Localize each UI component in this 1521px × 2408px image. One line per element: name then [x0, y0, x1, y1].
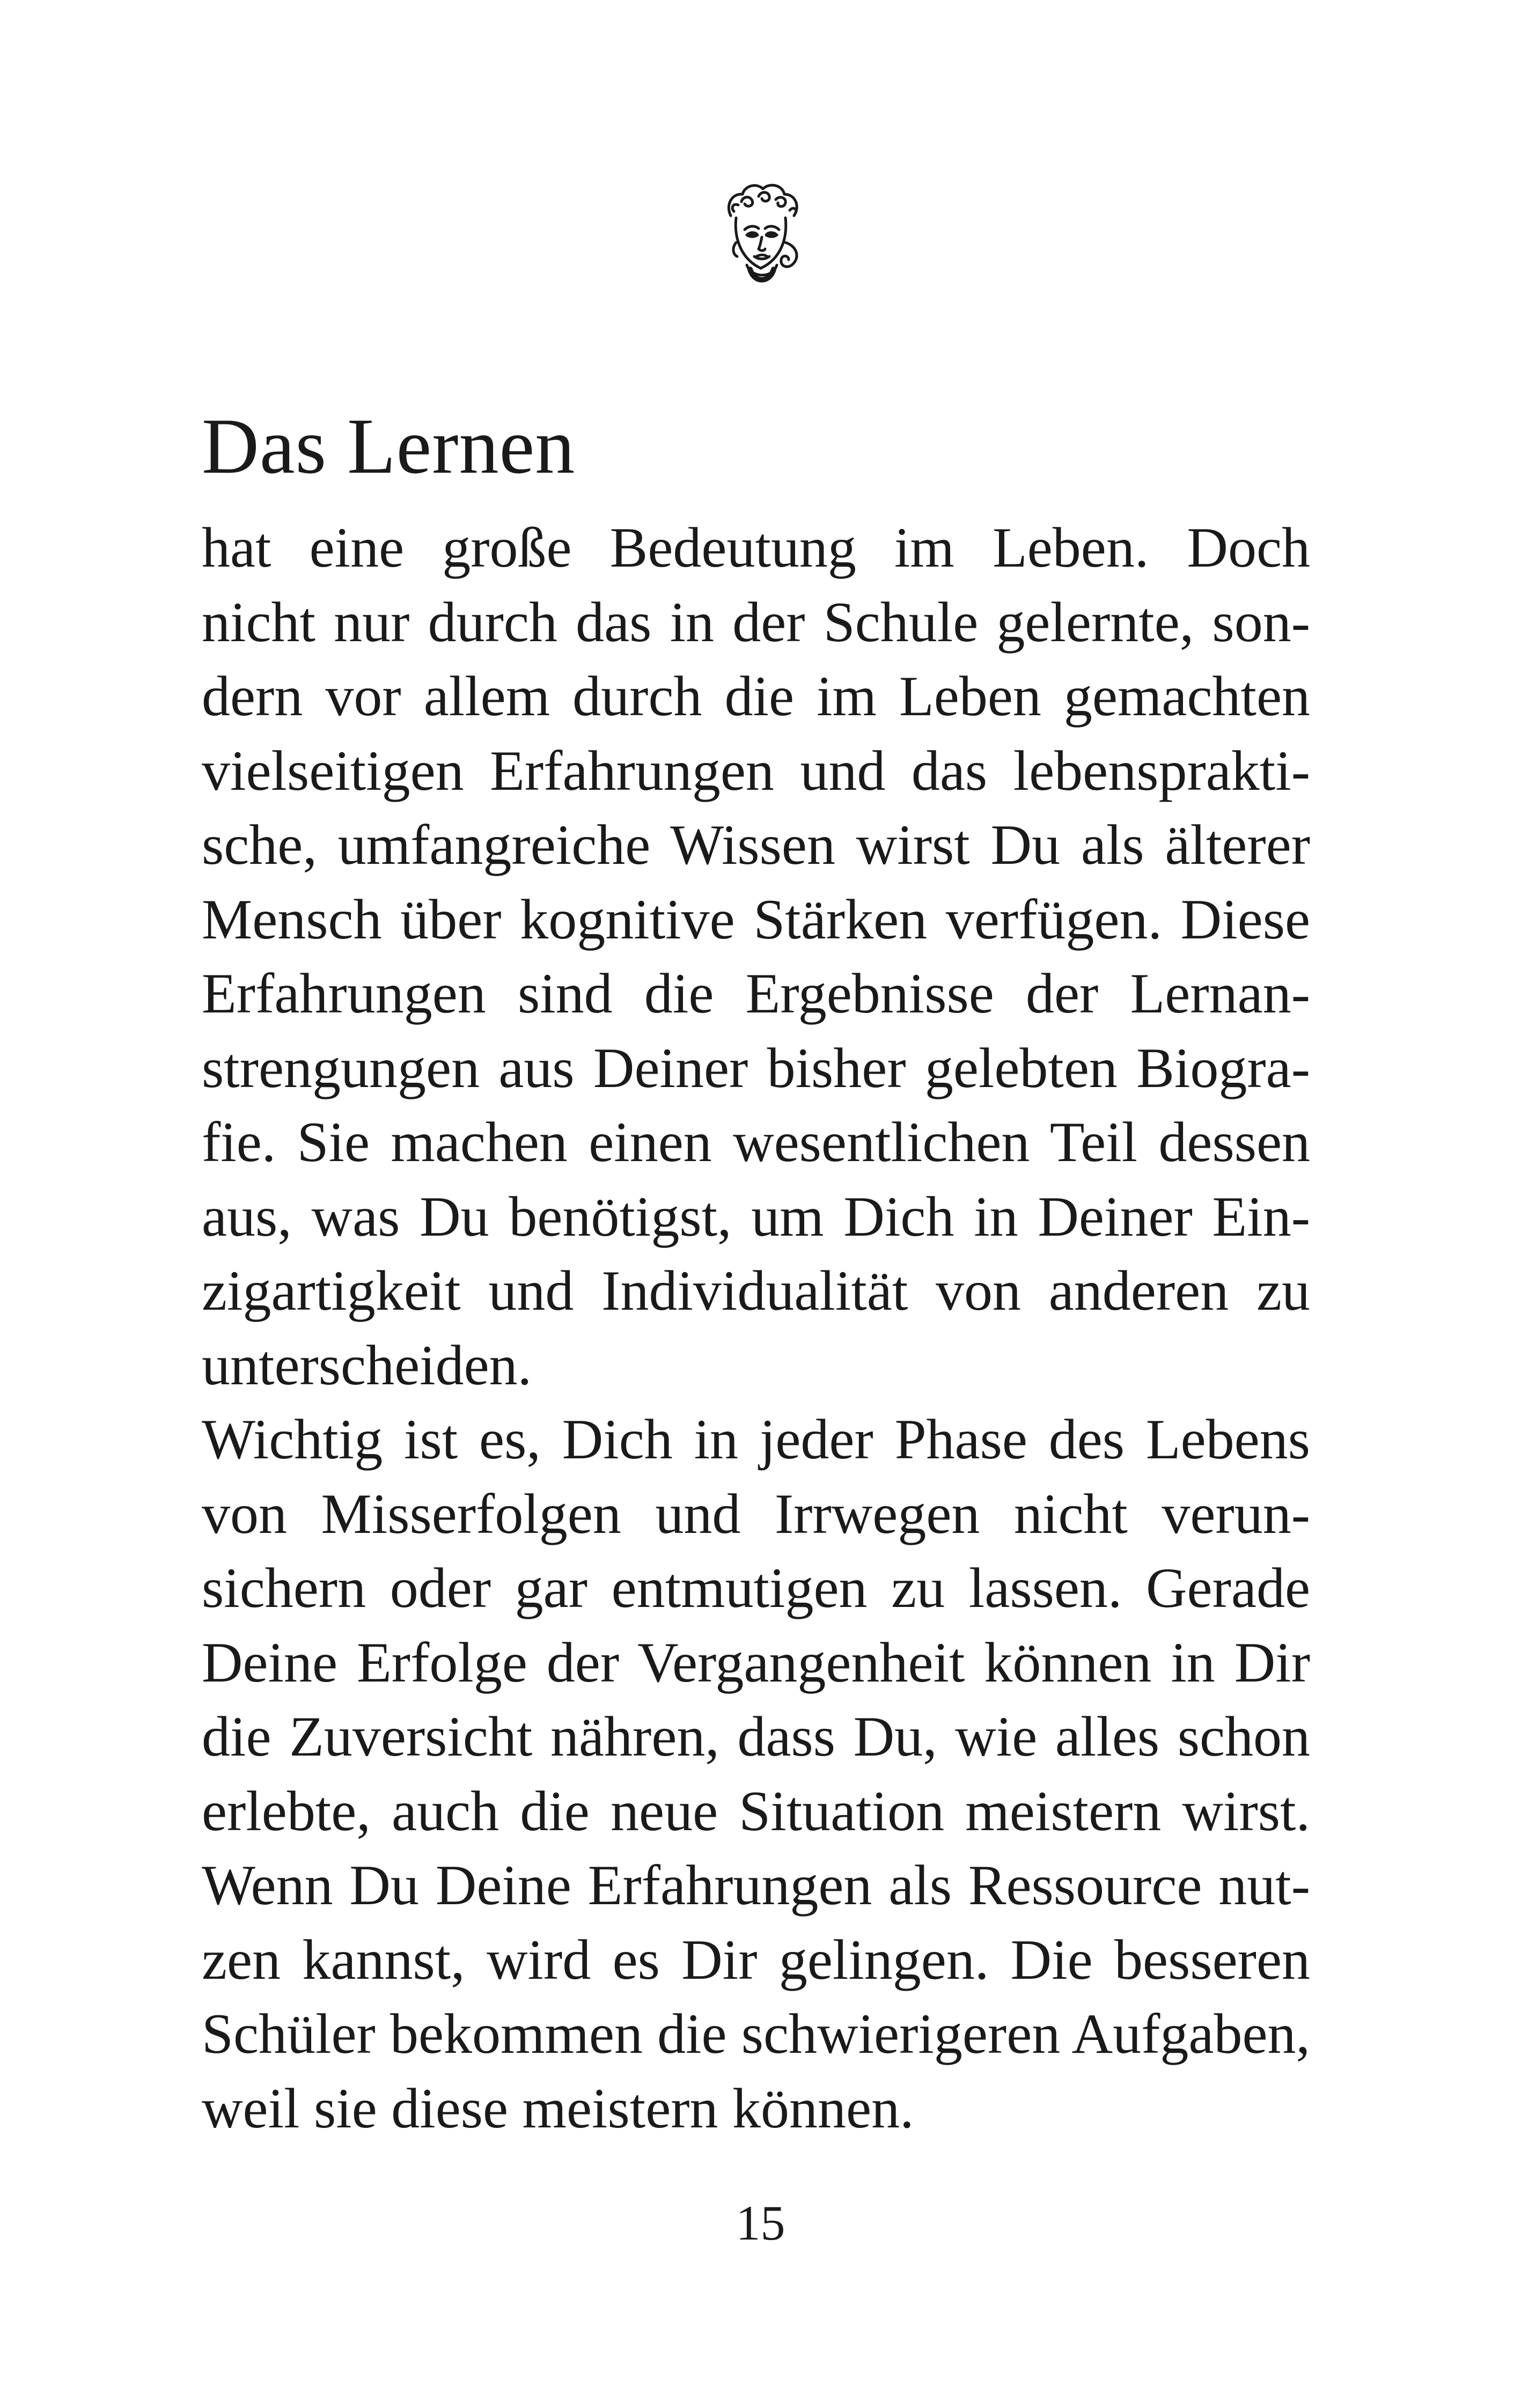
text-line: zigartigkeit und Individualität von anderen zu: [202, 1259, 1310, 1322]
text-line: strengungen aus Deiner bisher gelebten Biogra-: [202, 1036, 1310, 1099]
text-line: hat eine große Bedeutung im Leben. Doch: [202, 516, 1310, 579]
body-text: [202, 511, 1310, 2146]
text-line: zen kannst, wird es Dir gelingen. Die besseren: [202, 1928, 1310, 1991]
text-line: von Misserfolgen und Irrwegen nicht verun-: [202, 1482, 1310, 1545]
text-line: fie. Sie machen einen wesentlichen Teil dessen: [202, 1111, 1310, 1173]
text-line: aus, was Du benötigst, um Dich in Deiner Ein-: [202, 1185, 1310, 1248]
text-line: sichern oder gar entmutigen zu lassen. Gerade: [202, 1557, 1310, 1619]
text-line: Mensch über kognitive Stärken verfügen. Diese: [202, 887, 1310, 951]
text-line: weil sie diese meistern können.: [202, 2076, 914, 2140]
text-line: nicht nur durch das in der Schule gelernte, son-: [202, 590, 1310, 654]
page-number: 15: [736, 2196, 785, 2250]
text-line: Deine Erfolge der Vergangenheit können in Dir: [202, 1631, 1310, 1694]
text-line: vielseitigen Erfahrungen und das lebensprakti-: [202, 739, 1310, 802]
chapter-title: Das Lernen: [202, 402, 576, 490]
text-line: Wenn Du Deine Erfahrungen als Ressource nut-: [202, 1854, 1310, 1917]
text-line: sche, umfangreiche Wissen wirst Du als älterer: [202, 813, 1310, 876]
text-line: erlebte, auch die neue Situation meistern wirst.: [202, 1779, 1310, 1842]
text-line: Schüler bekommen die schwierigeren Aufgaben,: [202, 2002, 1310, 2065]
text-line: unterscheiden.: [202, 1333, 532, 1397]
text-line: Wichtig ist es, Dich in jeder Phase des Lebens: [202, 1408, 1310, 1471]
text-line: dern vor allem durch die im Leben gemachten: [202, 665, 1310, 728]
text-line: die Zuversicht nähren, dass Du, wie alles schon: [202, 1705, 1310, 1768]
text-line: Erfahrungen sind die Ergebnisse der Lernan-: [202, 962, 1310, 1025]
face-ornament-icon: [709, 178, 813, 296]
